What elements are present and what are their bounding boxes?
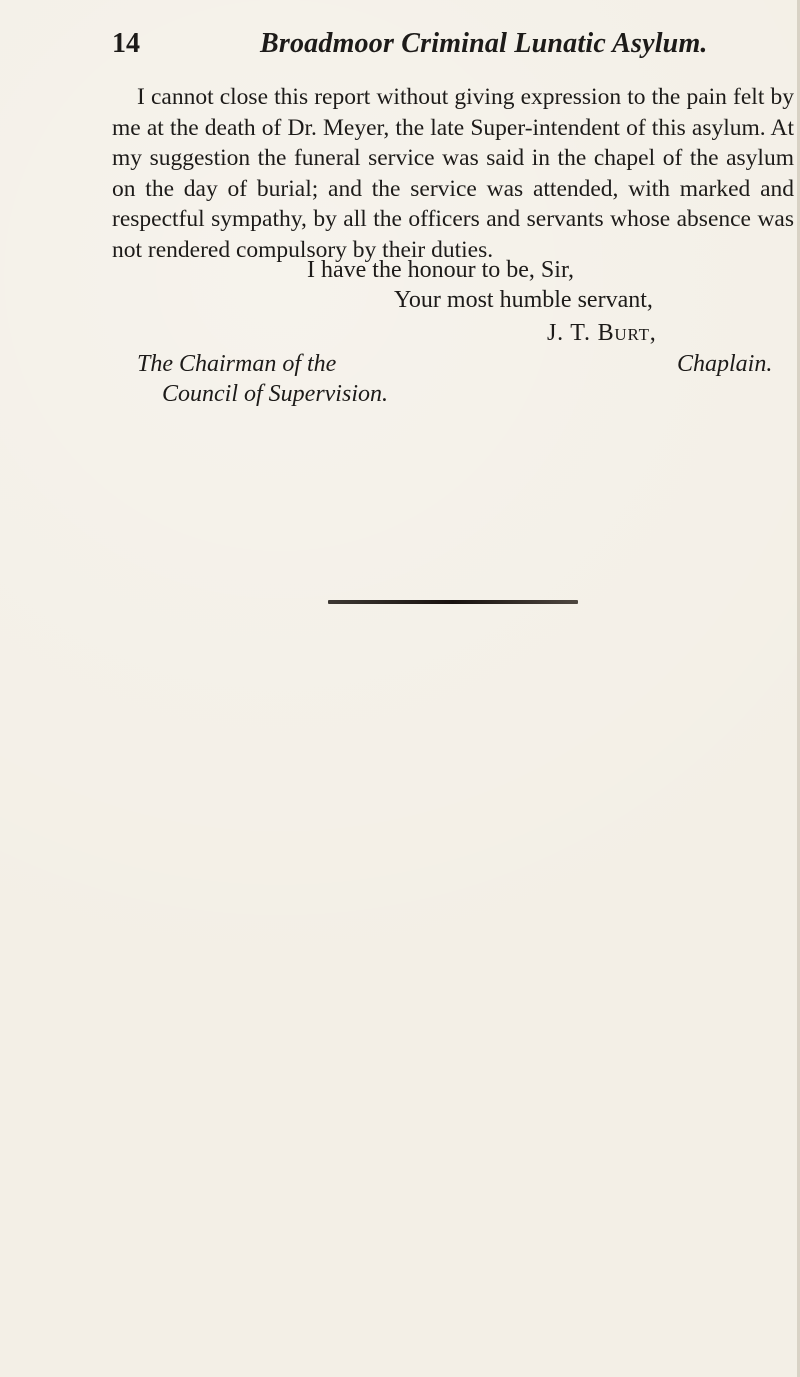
- closing-servant-line: Your most humble servant,: [394, 287, 653, 313]
- decorative-rule: [328, 600, 578, 604]
- page-number: 14: [112, 28, 140, 59]
- closing-greeting: I have the honour to be, Sir,: [307, 257, 574, 283]
- running-title: Broadmoor Criminal Lunatic Asylum.: [260, 28, 708, 59]
- addressee-line-2: Council of Supervision.: [162, 381, 388, 407]
- report-paragraph: I cannot close this report without giving expression to the pain felt by me at the death of Dr. Meyer, the late Super-intendent of this asylum. At my suggestion the funeral service was said in the chapel of the asylum on the day of burial; and the service was attended, with marked and respectful sympathy, by all the officers and servants whose absence was not rendered compulsory by their duties.: [112, 84, 794, 263]
- signatory-role: Chaplain.: [677, 351, 773, 377]
- signature: J. T. Burt,: [547, 320, 657, 346]
- addressee-line-1: The Chairman of the: [137, 351, 337, 377]
- page-header: [112, 28, 792, 68]
